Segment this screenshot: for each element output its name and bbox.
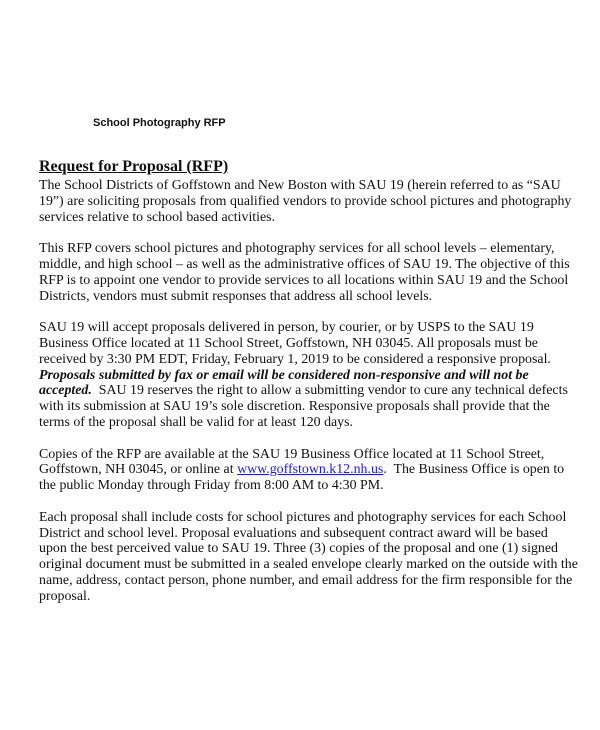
text-span: Goffstown, NH 03045, or online at	[39, 462, 238, 478]
text-line: proposal.	[39, 588, 91, 604]
text-line	[39, 383, 599, 399]
text-line: SAU 19 will accept proposals delivered in person, by courier, or by USPS to the SAU 19	[39, 320, 534, 336]
text-line: District and school level. Proposal evaluations and subsequent contract award will be based	[39, 525, 548, 541]
paragraph-scope	[39, 241, 599, 304]
paragraph-submission	[39, 320, 599, 431]
paragraph-copies	[39, 447, 599, 494]
text-line	[39, 462, 599, 478]
text-span: . The Business Office is open to	[383, 462, 565, 478]
emphasis-line: Proposals submitted by fax or email will be considered non-responsive and will not be	[39, 367, 529, 383]
text-line: middle, and high school – as well as the administrative offices of SAU 19. The objective of this	[39, 256, 570, 272]
text-line: services relative to school based activities.	[39, 209, 276, 225]
text-line: received by 3:30 PM EDT, Friday, February 1, 2019 to be considered a responsive proposal.	[39, 351, 551, 367]
document-body	[39, 178, 599, 605]
text-line: RFP is to appoint one vendor to provide services to all locations within SAU 19 and the School	[39, 272, 569, 288]
text-line: the public Monday through Friday from 8:00 AM to 4:30 PM.	[39, 478, 384, 494]
text-line: Business Office located at 11 School Street, Goffstown, NH 03045. All proposals must be	[39, 335, 538, 351]
text-span: SAU 19 reserves the right to allow a submitting vendor to cure any technical defects	[91, 383, 568, 399]
emphasis-text: accepted.	[39, 383, 92, 399]
document-title: Request for Proposal (RFP)	[39, 158, 229, 175]
text-line: with its submission at SAU 19’s sole discretion. Responsive proposals shall provide that the	[39, 399, 550, 415]
website-link[interactable]: www.goffstown.k12.nh.us	[237, 462, 384, 478]
document-header: School Photography RFP	[93, 117, 226, 129]
text-line: The School Districts of Goffstown and New Boston with SAU 19 (herein referred to as “SAU	[39, 178, 561, 193]
text-line: name, address, contact person, phone number, and email address for the firm responsible for the	[39, 572, 573, 588]
text-line: 19”) are soliciting proposals from qualified vendors to provide school pictures and photography	[39, 193, 572, 209]
paragraph-intro	[39, 178, 599, 225]
paragraph-costs	[39, 510, 599, 605]
text-line: Each proposal shall include costs for school pictures and photography services for each School	[39, 509, 567, 525]
text-line: terms of the proposal shall be valid for at least 120 days.	[39, 414, 354, 430]
text-line: Districts, vendors must submit responses that address all school levels.	[39, 288, 433, 304]
text-line: original document must be submitted in a sealed envelope clearly marked on the outside with the	[39, 557, 578, 573]
text-line: upon the best perceived value to SAU 19. Three (3) copies of the proposal and one (1) signed	[39, 541, 558, 557]
text-line: Copies of the RFP are available at the SAU 19 Business Office located at 11 School Street,	[39, 446, 545, 462]
text-line: This RFP covers school pictures and photography services for all school levels – elementary,	[39, 241, 555, 257]
